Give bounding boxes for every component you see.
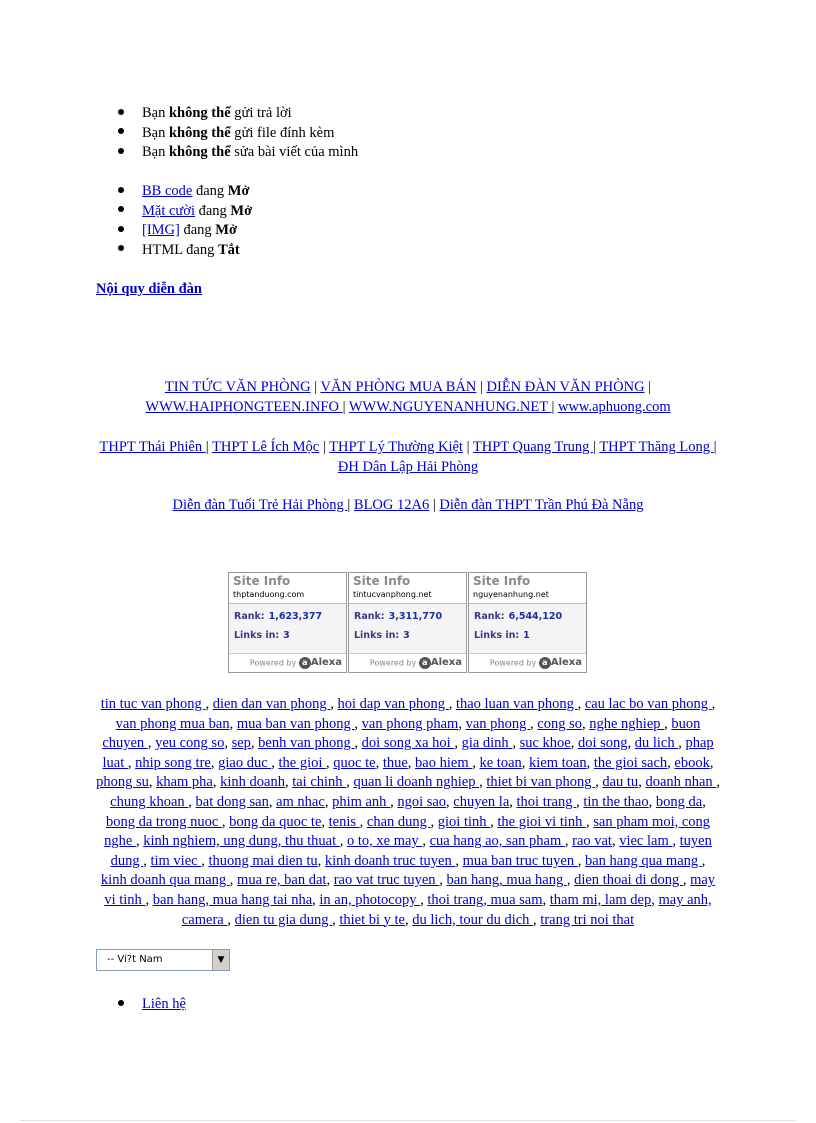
bullet-icon bbox=[118, 1000, 124, 1006]
tag-link[interactable]: doi song xa hoi bbox=[361, 735, 455, 752]
nav-link[interactable]: THPT Quang Trung bbox=[472, 439, 594, 455]
separator: , bbox=[664, 715, 672, 732]
separator: , bbox=[201, 852, 209, 869]
tag-link[interactable]: the gioi bbox=[278, 754, 327, 771]
site-info-footer bbox=[469, 653, 586, 672]
permission-prefix: Bạn bbox=[142, 144, 169, 160]
tag-link[interactable]: yeu cong so bbox=[155, 735, 225, 752]
permission-prefix: Bạn bbox=[142, 124, 169, 141]
tag-link[interactable]: kinh nghiem, ung dung, thu thuat bbox=[143, 833, 340, 850]
tag-link[interactable]: phap luat bbox=[102, 735, 714, 771]
tag-link[interactable]: tuyen dung bbox=[110, 833, 712, 869]
tag-link[interactable]: du lich, tour du dich bbox=[412, 911, 534, 928]
tag-link[interactable]: tin tuc van phong bbox=[100, 696, 206, 712]
separator: , bbox=[210, 754, 219, 771]
separator: , bbox=[127, 754, 136, 771]
separator: , bbox=[346, 774, 354, 791]
tag-link[interactable]: ban hang qua mang bbox=[585, 852, 702, 869]
site-info-stats bbox=[229, 604, 346, 648]
separator: , bbox=[354, 735, 362, 752]
separator: | bbox=[476, 379, 487, 395]
tag-link[interactable]: du lich bbox=[634, 735, 679, 752]
tag-link[interactable]: ke toan bbox=[479, 754, 522, 771]
separator: | bbox=[310, 379, 321, 395]
links-label: Links in: bbox=[234, 630, 280, 641]
tag-link[interactable]: ngoi sao bbox=[397, 793, 447, 810]
separator: , bbox=[359, 813, 367, 830]
site-info-title: Site Info bbox=[473, 574, 531, 588]
tag-link[interactable]: in an, photocopy bbox=[319, 891, 421, 908]
separator: | bbox=[462, 439, 473, 455]
separator: , bbox=[147, 735, 156, 752]
separator: , bbox=[448, 696, 456, 712]
separator: | bbox=[319, 439, 330, 455]
bullet-icon bbox=[118, 226, 124, 232]
links-row bbox=[474, 626, 581, 645]
tag-link[interactable]: thoi trang, mua sam bbox=[427, 891, 543, 908]
list-item bbox=[118, 104, 358, 124]
bullet-icon bbox=[118, 206, 124, 212]
separator: , bbox=[509, 793, 517, 810]
separator: , bbox=[682, 872, 691, 889]
separator: , bbox=[317, 852, 325, 869]
tag-link[interactable]: van phong bbox=[465, 715, 531, 732]
bullet-icon bbox=[118, 245, 124, 251]
tag-link[interactable]: sep bbox=[231, 735, 251, 752]
separator: , bbox=[576, 793, 584, 810]
alexa-brand: Alexa bbox=[550, 657, 582, 668]
bullet-icon bbox=[118, 109, 124, 115]
permission-text: sửa bài viết của mình bbox=[230, 144, 359, 160]
separator: , bbox=[490, 813, 498, 830]
rank-row bbox=[474, 607, 581, 626]
separator: , bbox=[205, 696, 213, 712]
rank-label: Rank: bbox=[474, 611, 505, 622]
tag-link[interactable]: dau tu bbox=[602, 774, 639, 791]
tag-link[interactable]: thoi trang bbox=[516, 793, 577, 810]
tag-link[interactable]: bat dong san bbox=[195, 793, 269, 810]
rank-row bbox=[234, 607, 341, 626]
site-info-title: Site Info bbox=[353, 574, 411, 588]
separator: , bbox=[472, 754, 480, 771]
separator: , bbox=[330, 696, 338, 712]
separator: , bbox=[595, 774, 603, 791]
bullet-icon bbox=[118, 187, 124, 193]
nav-link[interactable]: WWW.HAIPHONGTEEN.INFO bbox=[145, 399, 343, 415]
site-info-widget[interactable] bbox=[468, 572, 587, 673]
separator: , bbox=[678, 735, 686, 752]
tag-link[interactable]: mua ban van phong bbox=[236, 715, 355, 732]
separator: , bbox=[268, 793, 277, 810]
separator: , bbox=[135, 833, 144, 850]
separator: , bbox=[512, 735, 520, 752]
site-info-widget[interactable] bbox=[228, 572, 347, 673]
page-divider bbox=[20, 1120, 796, 1121]
code-status: Mở bbox=[227, 183, 250, 199]
separator: , bbox=[390, 793, 398, 810]
tag-link[interactable]: thiet bi y te bbox=[339, 911, 405, 928]
tag-link[interactable]: gia dinh bbox=[461, 735, 513, 752]
code-status: Mở bbox=[215, 222, 238, 238]
separator: , bbox=[404, 911, 413, 928]
list-item bbox=[118, 182, 252, 202]
tag-link[interactable]: doanh nhan bbox=[645, 774, 717, 791]
alexa-logo-icon: a bbox=[419, 657, 431, 669]
separator: , bbox=[312, 891, 320, 908]
language-select-value: -- Vi?t Nam bbox=[107, 954, 163, 965]
site-info-domain: tintucvanphong.net bbox=[353, 590, 432, 599]
tag-link[interactable]: the gioi vi tinh bbox=[497, 813, 587, 830]
tag-link[interactable]: suc khoe bbox=[519, 735, 571, 752]
separator: , bbox=[354, 715, 362, 732]
code-status: Tắt bbox=[217, 241, 240, 258]
permission-prefix: Bạn bbox=[142, 105, 169, 121]
separator: | bbox=[347, 497, 354, 513]
tag-link[interactable]: quoc te bbox=[333, 754, 376, 771]
code-name: HTML bbox=[142, 241, 183, 258]
separator: , bbox=[701, 852, 706, 869]
permissions-list bbox=[118, 104, 358, 163]
school-nav-links bbox=[96, 437, 720, 477]
separator: , bbox=[420, 891, 428, 908]
separator: , bbox=[577, 696, 585, 712]
tag-link[interactable]: san pham moi, cong nghe bbox=[104, 813, 711, 850]
permission-text: gửi file đính kèm bbox=[230, 124, 335, 141]
separator: , bbox=[586, 813, 594, 830]
separator: , bbox=[439, 872, 447, 889]
separator: , bbox=[430, 813, 438, 830]
separator: , bbox=[638, 774, 646, 791]
contact-link[interactable]: Liên hệ bbox=[142, 996, 186, 1012]
separator: , bbox=[271, 754, 279, 771]
nav-link[interactable]: www.aphuong.com bbox=[557, 399, 671, 415]
links-row bbox=[234, 626, 341, 645]
code-status-prefix: đang bbox=[192, 183, 228, 199]
nav-link[interactable]: WWW.NGUYENANHUNG.NET bbox=[348, 399, 552, 415]
separator: , bbox=[145, 891, 153, 908]
separator: , bbox=[375, 754, 383, 771]
tag-link[interactable]: bong da quoc te bbox=[229, 813, 322, 830]
tag-link[interactable]: kinh doanh qua mang bbox=[100, 872, 230, 889]
links-label: Links in: bbox=[354, 630, 400, 641]
separator: | bbox=[713, 439, 717, 455]
separator: , bbox=[530, 715, 538, 732]
tag-link[interactable]: phong su bbox=[96, 774, 149, 791]
tag-link[interactable]: phim anh bbox=[332, 793, 391, 810]
powered-by-text: Powered by bbox=[249, 658, 297, 668]
tag-link[interactable]: mua re, ban dat bbox=[237, 872, 327, 889]
tag-link[interactable]: thao luan van phong bbox=[455, 696, 578, 712]
separator: , bbox=[284, 774, 293, 791]
separator: , bbox=[566, 872, 575, 889]
tag-link[interactable]: ban hang, mua hang tai nha bbox=[152, 891, 313, 908]
separator: | bbox=[644, 379, 652, 395]
nav-link[interactable]: VĂN PHÒNG MUA BÁN bbox=[320, 379, 477, 395]
separator: , bbox=[332, 911, 340, 928]
list-item bbox=[118, 995, 186, 1015]
tag-link[interactable]: rao vat truc tuyen bbox=[333, 872, 440, 889]
separator: , bbox=[143, 852, 151, 869]
nav-link[interactable]: ĐH Dân Lập Hải Phòng bbox=[337, 459, 479, 475]
code-status-prefix: đang bbox=[194, 202, 231, 219]
separator: , bbox=[586, 754, 594, 771]
tag-link[interactable]: am nhac bbox=[276, 793, 325, 810]
list-item bbox=[118, 143, 358, 163]
nav-link[interactable]: BLOG 12A6 bbox=[353, 497, 430, 513]
tag-link[interactable]: nhip song tre bbox=[135, 754, 211, 771]
tag-link[interactable]: giao duc bbox=[218, 754, 272, 771]
links-value: 1 bbox=[523, 630, 530, 641]
site-info-footer bbox=[349, 653, 466, 672]
separator: , bbox=[446, 793, 454, 810]
rank-value: 1,623,377 bbox=[268, 611, 323, 622]
tag-link[interactable]: hoi dap van phong bbox=[337, 696, 449, 712]
tag-link[interactable]: tenis bbox=[328, 813, 360, 830]
separator: , bbox=[326, 872, 334, 889]
alexa-logo-icon: a bbox=[299, 657, 311, 669]
bbcode-status-list bbox=[118, 182, 252, 260]
powered-by-text: Powered by bbox=[489, 658, 537, 668]
links-label: Links in: bbox=[474, 630, 520, 641]
separator: , bbox=[229, 872, 238, 889]
separator: , bbox=[709, 754, 714, 771]
tag-link[interactable]: van phong mua ban bbox=[115, 715, 230, 732]
separator: , bbox=[716, 774, 720, 791]
code-status: Mở bbox=[230, 202, 253, 219]
forum-rules-link[interactable]: Nội quy diễn đàn bbox=[96, 281, 202, 297]
tag-link[interactable]: kinh doanh truc tuyen bbox=[324, 852, 456, 869]
nav-link[interactable]: THPT Thái Phiên bbox=[99, 439, 206, 455]
separator: , bbox=[229, 715, 237, 732]
tag-link[interactable]: tham mi, lam dep bbox=[549, 891, 652, 908]
separator: , bbox=[711, 696, 716, 712]
tag-link[interactable]: thuong mai dien tu bbox=[208, 852, 318, 869]
tag-link[interactable]: mua ban truc tuyen bbox=[462, 852, 578, 869]
nav-link[interactable]: TIN TỨC VĂN PHÒNG bbox=[164, 379, 311, 395]
separator: | bbox=[342, 399, 349, 415]
links-value: 3 bbox=[403, 630, 410, 641]
tag-link[interactable]: quan li doanh nghiep bbox=[353, 774, 480, 791]
bullet-icon bbox=[118, 148, 124, 154]
separator: , bbox=[479, 774, 487, 791]
separator: , bbox=[564, 833, 573, 850]
separator: , bbox=[221, 813, 230, 830]
separator: , bbox=[672, 833, 680, 850]
tag-link[interactable]: o to, xe may bbox=[347, 833, 423, 850]
tag-link[interactable]: kham pha bbox=[156, 774, 213, 791]
separator: , bbox=[250, 735, 259, 752]
office-nav-links bbox=[96, 377, 720, 417]
tag-link[interactable]: chan dung bbox=[366, 813, 431, 830]
tag-link[interactable]: bong da bbox=[655, 793, 703, 810]
tag-link[interactable]: kinh doanh bbox=[220, 774, 285, 791]
tag-link[interactable]: thiet bi van phong bbox=[486, 774, 596, 791]
rank-label: Rank: bbox=[234, 611, 265, 622]
site-info-header bbox=[229, 573, 346, 604]
alexa-brand: Alexa bbox=[430, 657, 462, 668]
code-help-link[interactable]: [IMG] bbox=[142, 222, 180, 238]
nav-link[interactable]: Diễn đàn THPT Trần Phú Đà Nẵng bbox=[439, 497, 644, 513]
tag-link[interactable]: van phong pham bbox=[361, 715, 459, 732]
separator: , bbox=[533, 911, 541, 928]
rank-label: Rank: bbox=[354, 611, 385, 622]
separator: | bbox=[593, 439, 600, 455]
tag-link[interactable]: ebook bbox=[674, 754, 710, 771]
forum-nav-links bbox=[96, 495, 720, 515]
separator: | bbox=[205, 439, 212, 455]
separator: , bbox=[339, 833, 347, 850]
site-info-domain: thptanduong.com bbox=[233, 590, 305, 599]
list-item bbox=[118, 241, 252, 261]
site-info-footer bbox=[229, 653, 346, 672]
tag-link[interactable]: cua hang ao, san pham bbox=[429, 833, 565, 850]
tag-link[interactable]: bong da trong nuoc bbox=[105, 813, 222, 830]
tag-link[interactable]: bao hiem bbox=[415, 754, 473, 771]
separator: , bbox=[188, 793, 196, 810]
bullet-icon bbox=[118, 128, 124, 134]
tag-link[interactable]: dien tu gia dung bbox=[234, 911, 333, 928]
separator: , bbox=[407, 754, 416, 771]
nav-link[interactable]: THPT Lê Ích Mộc bbox=[211, 439, 320, 455]
tag-link[interactable]: kiem toan bbox=[529, 754, 587, 771]
rank-value: 6,544,120 bbox=[508, 611, 563, 622]
separator: , bbox=[454, 735, 462, 752]
permission-emphasis: không thể bbox=[168, 124, 231, 141]
separator: , bbox=[627, 735, 635, 752]
site-info-domain: nguyenanhung.net bbox=[473, 590, 549, 599]
tag-link[interactable]: tin the thao bbox=[583, 793, 649, 810]
rank-row bbox=[354, 607, 461, 626]
code-status-prefix: đang bbox=[179, 222, 216, 238]
tag-link[interactable]: chung khoan bbox=[110, 793, 189, 810]
separator: , bbox=[702, 793, 706, 810]
separator: , bbox=[227, 911, 235, 928]
separator: , bbox=[324, 793, 333, 810]
separator: , bbox=[581, 715, 590, 732]
separator: , bbox=[458, 715, 466, 732]
tag-link[interactable]: nghe nghiep bbox=[589, 715, 665, 732]
links-row bbox=[354, 626, 461, 645]
separator: , bbox=[667, 754, 675, 771]
tag-cloud bbox=[96, 695, 720, 930]
chevron-down-icon[interactable]: ▼ bbox=[212, 950, 229, 970]
list-item bbox=[118, 202, 252, 222]
site-info-widget[interactable] bbox=[348, 572, 467, 673]
permission-emphasis: không thể bbox=[168, 105, 231, 121]
separator: | bbox=[551, 399, 558, 415]
separator: , bbox=[611, 833, 620, 850]
separator: | bbox=[429, 497, 440, 513]
tag-link[interactable]: may anh, camera bbox=[181, 891, 712, 928]
separator: , bbox=[648, 793, 656, 810]
tag-link[interactable]: cau lac bo van phong bbox=[584, 696, 712, 712]
separator: , bbox=[542, 891, 550, 908]
contact-list bbox=[118, 995, 186, 1015]
list-item bbox=[118, 221, 252, 241]
site-info-header bbox=[349, 573, 466, 604]
separator: , bbox=[577, 852, 585, 869]
separator: , bbox=[212, 774, 221, 791]
separator: , bbox=[651, 891, 659, 908]
links-value: 3 bbox=[283, 630, 290, 641]
site-info-header bbox=[469, 573, 586, 604]
tag-link[interactable]: tai chinh bbox=[292, 774, 347, 791]
tag-link[interactable]: rao vat bbox=[572, 833, 612, 850]
tag-link[interactable]: the gioi sach bbox=[593, 754, 668, 771]
language-select[interactable] bbox=[96, 949, 230, 971]
nav-link[interactable]: THPT Lý Thường Kiệt bbox=[329, 439, 463, 455]
separator: , bbox=[521, 754, 530, 771]
list-item bbox=[118, 124, 358, 144]
code-status-prefix: đang bbox=[182, 241, 218, 258]
nav-link[interactable]: Diễn đàn Tuổi Trẻ Hải Phòng bbox=[172, 497, 348, 513]
tag-link[interactable]: cong so bbox=[537, 715, 582, 732]
tag-link[interactable]: dien dan van phong bbox=[212, 696, 331, 712]
site-info-stats bbox=[349, 604, 466, 648]
nav-link[interactable]: THPT Thăng Long bbox=[599, 439, 714, 455]
tag-link[interactable]: chuyen la bbox=[453, 793, 510, 810]
tag-link[interactable]: doi song bbox=[577, 735, 628, 752]
tag-link[interactable]: thue bbox=[382, 754, 408, 771]
tag-link[interactable]: trang tri noi that bbox=[540, 911, 635, 928]
powered-by-text: Powered by bbox=[369, 658, 417, 668]
rank-value: 3,311,770 bbox=[388, 611, 443, 622]
site-info-title: Site Info bbox=[233, 574, 291, 588]
code-help-link[interactable]: BB code bbox=[142, 183, 193, 199]
nav-link[interactable]: DIỄN ĐÀN VĂN PHÒNG bbox=[486, 379, 645, 395]
separator: , bbox=[455, 852, 463, 869]
permission-emphasis: không thể bbox=[168, 144, 231, 160]
tag-link[interactable]: dien thoai di dong bbox=[574, 872, 683, 889]
separator: , bbox=[321, 813, 329, 830]
alexa-brand: Alexa bbox=[310, 657, 342, 668]
separator: , bbox=[422, 833, 430, 850]
tag-link[interactable]: tim viec bbox=[150, 852, 202, 869]
tag-link[interactable]: benh van phong bbox=[258, 735, 355, 752]
permission-text: gửi trả lời bbox=[230, 105, 292, 121]
tag-link[interactable]: ban hang, mua hang bbox=[446, 872, 567, 889]
tag-link[interactable]: may vi tinh bbox=[104, 872, 716, 908]
tag-link[interactable]: buon chuyen bbox=[102, 715, 701, 752]
separator: , bbox=[224, 735, 232, 752]
alexa-logo-icon: a bbox=[539, 657, 551, 669]
alexa-site-info-widgets bbox=[228, 572, 588, 673]
tag-link[interactable]: viec lam bbox=[619, 833, 673, 850]
separator: , bbox=[326, 754, 334, 771]
site-info-stats bbox=[469, 604, 586, 648]
code-help-link[interactable]: Mặt cười bbox=[142, 202, 195, 219]
tag-link[interactable]: gioi tinh bbox=[437, 813, 491, 830]
separator: , bbox=[570, 735, 578, 752]
separator: , bbox=[148, 774, 157, 791]
